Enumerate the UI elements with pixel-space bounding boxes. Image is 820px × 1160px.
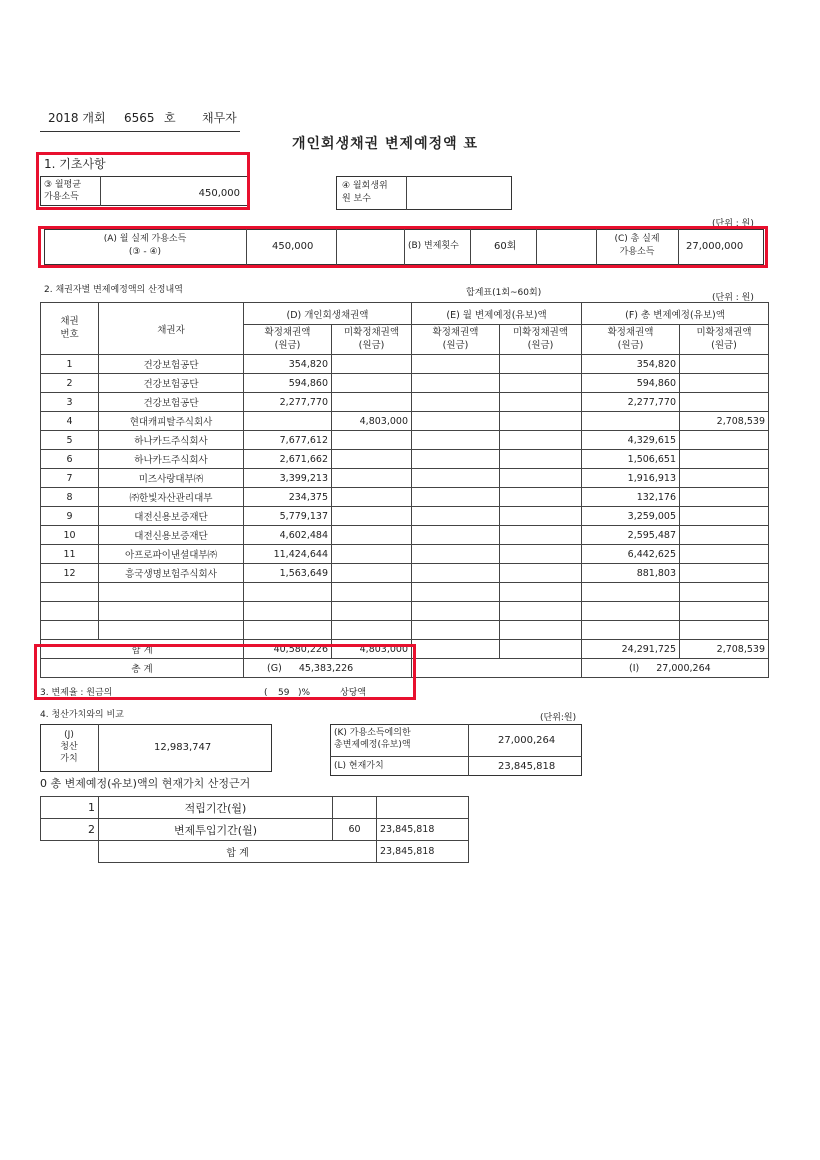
cell-e1 [412, 564, 500, 583]
a-label-2: (③ - ④) [128, 247, 162, 257]
sum-d1: 40,580,226 [244, 640, 332, 659]
pv-cell-label: 적립기간(월) [99, 797, 333, 819]
pv-cell-value [377, 797, 469, 819]
cell-f2 [680, 469, 769, 488]
divider [98, 724, 99, 772]
cell-f1: 2,277,770 [582, 393, 680, 412]
trustee-fee-label: ④ 월회생위 [342, 181, 388, 191]
table-row [41, 393, 769, 412]
j-label-2: 청산 [60, 742, 78, 752]
table-row [41, 374, 769, 393]
cell-e2 [500, 355, 582, 374]
subheader-e-confirmed [412, 325, 500, 355]
subheader-d-unconfirmed [332, 325, 412, 355]
avg-income-value: 450,000 [198, 188, 240, 199]
cell-creditor: 아프로파이낸셜대부㈜ [99, 545, 244, 564]
table-row [41, 450, 769, 469]
cell-creditor: ㈜한빛자산관리대부 [99, 488, 244, 507]
cell-d1 [244, 583, 332, 602]
cell-creditor: 건강보험공단 [99, 355, 244, 374]
cell-e1 [412, 469, 500, 488]
total-g [244, 659, 412, 678]
cell-f2 [680, 450, 769, 469]
cell-creditor: 대전신용보증재단 [99, 507, 244, 526]
a-value: 450,000 [272, 241, 314, 252]
table-row [41, 469, 769, 488]
cell-d1: 2,671,662 [244, 450, 332, 469]
k-label: (K) 가용소득에의한 [334, 728, 411, 738]
pv-cell-value: 23,845,818 [377, 819, 469, 841]
col-header-no [41, 303, 99, 355]
subheader-f-confirmed [582, 325, 680, 355]
cell-f2 [680, 564, 769, 583]
k-label-2: 총변제예정(유보)액 [334, 740, 411, 750]
cell-f2 [680, 583, 769, 602]
cell-e2 [500, 393, 582, 412]
section4-unit: (단위:원) [540, 713, 577, 723]
pv-cell-no: 1 [41, 797, 99, 819]
col-header-no-1: 채권 [60, 316, 79, 328]
subheader-text: 미확정채권액 [696, 326, 752, 338]
col-header-no-2: 번호 [60, 328, 79, 340]
cell-f1: 594,860 [582, 374, 680, 393]
cell-d2 [332, 450, 412, 469]
cell-d1 [244, 621, 332, 640]
rate-close: )% [298, 688, 311, 698]
cell-d1: 1,563,649 [244, 564, 332, 583]
subheader-text: (원금) [358, 339, 385, 351]
pv-row [41, 819, 469, 841]
present-value-table [40, 796, 469, 863]
repayment-rate: 59 [278, 688, 290, 698]
divider [330, 756, 582, 757]
cell-f2 [680, 545, 769, 564]
cell-d2 [332, 621, 412, 640]
cell-no: 12 [41, 564, 99, 583]
cell-e1 [412, 526, 500, 545]
cell-creditor: 대전신용보증재단 [99, 526, 244, 545]
cell-no [41, 621, 99, 640]
total-g-value: 45,383,226 [298, 662, 354, 674]
divider [406, 176, 407, 210]
divider [468, 724, 469, 776]
cell-d2 [332, 526, 412, 545]
table-row [41, 488, 769, 507]
l-value: 23,845,818 [498, 761, 556, 772]
cell-d1: 2,277,770 [244, 393, 332, 412]
cell-f1 [582, 412, 680, 431]
cell-e1 [412, 621, 500, 640]
cell-d1: 3,399,213 [244, 469, 332, 488]
rate-open: ( [264, 688, 268, 698]
pv-sum-value: 23,845,818 [377, 841, 469, 863]
j-value: 12,983,747 [154, 742, 212, 753]
page-title: 개인회생채권 변제예정액 표 [292, 136, 479, 152]
subheader-d-confirmed [244, 325, 332, 355]
cell-d2 [332, 488, 412, 507]
cell-d1: 354,820 [244, 355, 332, 374]
cell-d2 [332, 507, 412, 526]
debtor-label: 채무자 [202, 111, 237, 125]
section1-unit: (단위 : 원) [712, 219, 754, 229]
cell-d1: 11,424,644 [244, 545, 332, 564]
cell-d1: 594,860 [244, 374, 332, 393]
cell-creditor [99, 602, 244, 621]
cell-f2 [680, 393, 769, 412]
section3-label: 3. 변제율 : 원금의 [40, 688, 113, 698]
cell-f1: 132,176 [582, 488, 680, 507]
creditor-table [40, 302, 769, 678]
l-label: (L) 현재가치 [334, 761, 384, 771]
case-suffix: 호 [164, 111, 176, 125]
cell-d1: 4,602,484 [244, 526, 332, 545]
table-row [41, 602, 769, 621]
divider [596, 229, 597, 265]
pv-cell-no: 2 [41, 819, 99, 841]
table-row [41, 583, 769, 602]
cell-f2 [680, 526, 769, 545]
cell-e2 [500, 602, 582, 621]
total-g-label: (G) [267, 662, 282, 674]
cell-d2 [332, 583, 412, 602]
cell-creditor: 건강보험공단 [99, 374, 244, 393]
cell-creditor: 건강보험공단 [99, 393, 244, 412]
cell-d2 [332, 431, 412, 450]
total-label: 총 계 [41, 659, 244, 678]
table-row [41, 507, 769, 526]
subheader-e-unconfirmed [500, 325, 582, 355]
cell-f1: 354,820 [582, 355, 680, 374]
col-header-creditor: 채권자 [99, 303, 244, 355]
cell-d2 [332, 374, 412, 393]
j-label: (J) [64, 730, 74, 740]
b-label: (B) 변제횟수 [408, 241, 459, 251]
table-row [41, 621, 769, 640]
cell-d2 [332, 355, 412, 374]
k-value: 27,000,264 [498, 735, 556, 746]
group-header-f: (F) 총 변제예정(유보)액 [582, 303, 769, 325]
cell-e1 [412, 412, 500, 431]
cell-e1 [412, 355, 500, 374]
section2-subtitle: 합계표(1회~60회) [466, 288, 542, 298]
cell-e1 [412, 450, 500, 469]
sum-label: 합 계 [41, 640, 244, 659]
cell-f2 [680, 355, 769, 374]
subheader-text: (원금) [527, 339, 554, 351]
c-label-2: 가용소득 [619, 247, 655, 257]
pv-cell-months [333, 797, 377, 819]
cell-d1: 5,779,137 [244, 507, 332, 526]
cell-no: 5 [41, 431, 99, 450]
cell-no: 2 [41, 374, 99, 393]
cell-d2 [332, 602, 412, 621]
cell-f1 [582, 621, 680, 640]
subheader-text: (원금) [617, 339, 644, 351]
table-row [41, 545, 769, 564]
total-i-label: (I) [629, 662, 640, 674]
sum-d2: 4,803,000 [332, 640, 412, 659]
section1-heading: 1. 기초사항 [44, 157, 106, 171]
cell-f2: 2,708,539 [680, 412, 769, 431]
subheader-text: 미확정채권액 [512, 326, 569, 338]
section2-heading: 2. 채권자별 변제예정액의 산정내역 [44, 285, 183, 295]
sum-e2 [500, 640, 582, 659]
cell-e2 [500, 469, 582, 488]
cell-e1 [412, 431, 500, 450]
avg-income-label-2: 가용소득 [44, 192, 79, 202]
total-i [582, 659, 769, 678]
subheader-text: (원금) [442, 339, 469, 351]
cell-creditor: 하나카드주식회사 [99, 431, 244, 450]
cell-d1: 7,677,612 [244, 431, 332, 450]
cell-f1: 881,803 [582, 564, 680, 583]
table-row [41, 355, 769, 374]
cell-f1: 2,595,487 [582, 526, 680, 545]
divider [536, 229, 537, 265]
pv-sum-label: 합 계 [99, 841, 377, 863]
cell-f2 [680, 507, 769, 526]
total-i-value: 27,000,264 [656, 662, 711, 674]
header-underline [40, 131, 240, 132]
cell-f1 [582, 602, 680, 621]
cell-f1: 6,442,625 [582, 545, 680, 564]
cell-f1: 1,506,651 [582, 450, 680, 469]
table-row [41, 564, 769, 583]
cell-no: 3 [41, 393, 99, 412]
b-value: 60회 [494, 241, 517, 252]
cell-creditor [99, 583, 244, 602]
divider [100, 176, 101, 206]
cell-no: 9 [41, 507, 99, 526]
cell-e2 [500, 621, 582, 640]
cell-f2 [680, 621, 769, 640]
cell-no: 10 [41, 526, 99, 545]
cell-d1 [244, 602, 332, 621]
pv-sum-blank [41, 841, 99, 863]
cell-e1 [412, 374, 500, 393]
subheader-text: 확정채권액 [607, 326, 654, 338]
subheader-text: 확정채권액 [432, 326, 479, 338]
j-label-3: 가치 [60, 754, 78, 764]
cell-f1: 3,259,005 [582, 507, 680, 526]
cell-d2 [332, 469, 412, 488]
cell-f1: 4,329,615 [582, 431, 680, 450]
cell-no: 11 [41, 545, 99, 564]
cell-e2 [500, 583, 582, 602]
rate-suffix: 상당액 [340, 688, 367, 698]
table-row [41, 431, 769, 450]
cell-creditor: 하나카드주식회사 [99, 450, 244, 469]
cell-e2 [500, 545, 582, 564]
total-e [412, 659, 582, 678]
section5-heading: 0 총 변제예정(유보)액의 현재가치 산정근거 [40, 777, 251, 790]
cell-f2 [680, 488, 769, 507]
cell-no: 6 [41, 450, 99, 469]
cell-d2 [332, 545, 412, 564]
case-year: 2018 개회 [48, 111, 106, 125]
subheader-text: (원금) [711, 339, 737, 351]
divider [336, 229, 337, 265]
cell-e1 [412, 545, 500, 564]
pv-row [41, 797, 469, 819]
cell-e2 [500, 412, 582, 431]
subheader-f-unconfirmed [680, 325, 769, 355]
cell-no: 1 [41, 355, 99, 374]
group-header-e: (E) 월 변제예정(유보)액 [412, 303, 582, 325]
cell-creditor: 현대캐피탈주식회사 [99, 412, 244, 431]
table-row [41, 412, 769, 431]
cell-no [41, 602, 99, 621]
cell-no: 8 [41, 488, 99, 507]
cell-f2 [680, 602, 769, 621]
divider [678, 229, 679, 265]
group-header-d: (D) 개인회생채권액 [244, 303, 412, 325]
avg-income-label: ③ 월평균 [44, 180, 82, 190]
cell-d1 [244, 412, 332, 431]
cell-e2 [500, 450, 582, 469]
cell-d2: 4,803,000 [332, 412, 412, 431]
table-row [41, 526, 769, 545]
pv-cell-months: 60 [333, 819, 377, 841]
cell-f1: 1,916,913 [582, 469, 680, 488]
cell-no: 4 [41, 412, 99, 431]
cell-e1 [412, 583, 500, 602]
subheader-text: 미확정채권액 [343, 326, 400, 338]
cell-creditor: 흥국생명보험주식회사 [99, 564, 244, 583]
cell-e2 [500, 526, 582, 545]
cell-creditor [99, 621, 244, 640]
c-label: (C) 총 실제 [614, 234, 660, 244]
cell-e2 [500, 374, 582, 393]
cell-e2 [500, 431, 582, 450]
section2-unit: (단위 : 원) [712, 293, 754, 303]
sum-f1: 24,291,725 [582, 640, 680, 659]
cell-e2 [500, 507, 582, 526]
divider [404, 229, 405, 265]
cell-no: 7 [41, 469, 99, 488]
cell-creditor: 미즈사랑대부㈜ [99, 469, 244, 488]
trustee-fee-label-2: 원 보수 [342, 194, 371, 204]
sum-e1 [412, 640, 500, 659]
cell-e2 [500, 564, 582, 583]
a-label: (A) 월 실제 가용소득 [103, 234, 187, 244]
cell-d1: 234,375 [244, 488, 332, 507]
cell-e1 [412, 488, 500, 507]
cell-e1 [412, 507, 500, 526]
divider [246, 229, 247, 265]
pv-cell-label: 변제투입기간(월) [99, 819, 333, 841]
section4-heading: 4. 청산가치와의 비교 [40, 710, 124, 720]
sum-f2: 2,708,539 [680, 640, 769, 659]
cell-f2 [680, 431, 769, 450]
cell-e1 [412, 602, 500, 621]
subheader-text: (원금) [274, 339, 301, 351]
subheader-text: 확정채권액 [264, 326, 311, 338]
cell-f1 [582, 583, 680, 602]
cell-e2 [500, 488, 582, 507]
divider [470, 229, 471, 265]
c-value: 27,000,000 [686, 241, 744, 252]
cell-no [41, 583, 99, 602]
cell-d2 [332, 564, 412, 583]
cell-d2 [332, 393, 412, 412]
cell-f2 [680, 374, 769, 393]
cell-e1 [412, 393, 500, 412]
case-number: 6565 [124, 111, 155, 125]
